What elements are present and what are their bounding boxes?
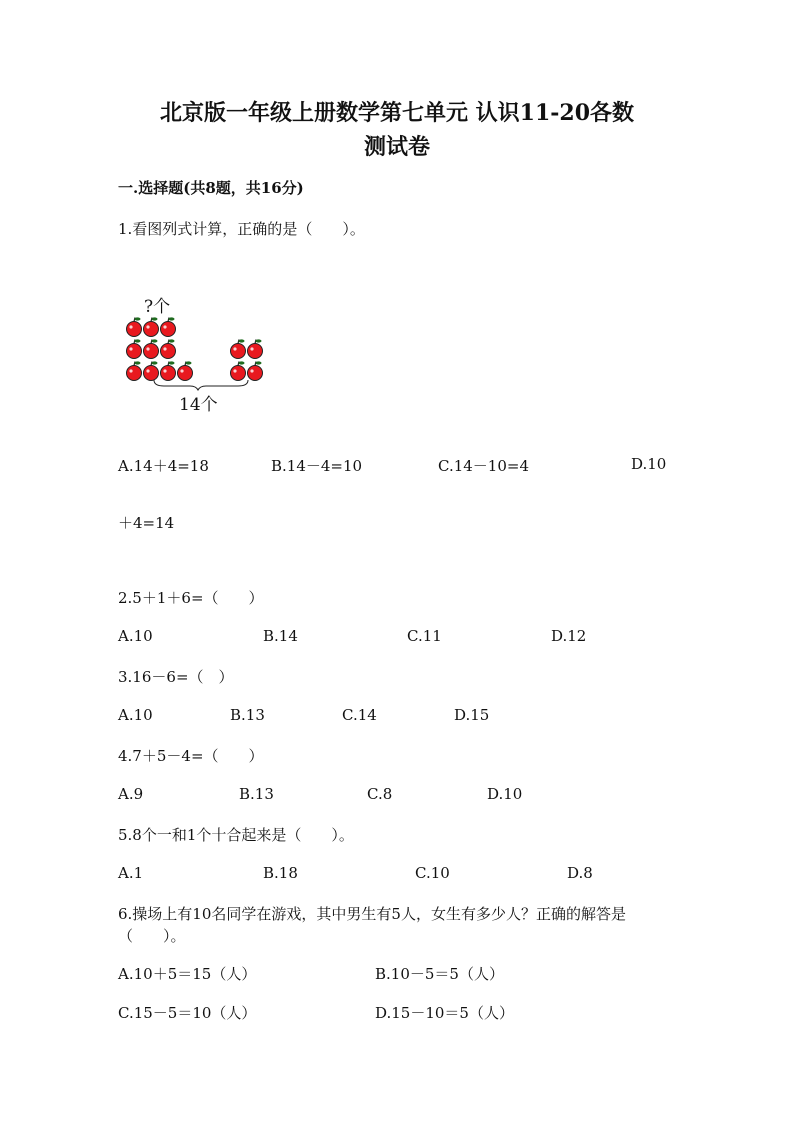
apple-icon xyxy=(144,339,159,358)
apple-icon xyxy=(144,317,159,336)
q2-option-c[interactable]: C.11 xyxy=(407,627,442,645)
q3-option-d[interactable]: D.15 xyxy=(454,706,490,724)
q5-option-c[interactable]: C.10 xyxy=(415,864,450,882)
q4-option-d[interactable]: D.10 xyxy=(487,785,523,803)
q1-option-a[interactable]: A.14＋4=18 xyxy=(118,457,209,475)
q6-option-b[interactable]: B.10－5＝5（人） xyxy=(375,965,504,983)
figure-total-label: 14个 xyxy=(179,395,218,415)
q2-option-a[interactable]: A.10 xyxy=(118,627,153,645)
apple-icon xyxy=(161,339,176,358)
q1-option-c[interactable]: C.14－10=4 xyxy=(438,457,529,475)
question-1-stem: 1.看图列式计算，正确的是（ ）。 xyxy=(118,220,365,238)
apple-icon xyxy=(127,361,142,380)
q5-option-d[interactable]: D.8 xyxy=(567,864,593,882)
question-5-stem: 5.8个一和1个十合起来是（ ）。 xyxy=(118,826,354,844)
apple-figure xyxy=(124,292,274,417)
apple-icon xyxy=(231,361,246,380)
apple-group xyxy=(127,317,263,380)
q4-option-b[interactable]: B.13 xyxy=(239,785,274,803)
q5-option-a[interactable]: A.1 xyxy=(118,864,144,882)
q3-option-a[interactable]: A.10 xyxy=(118,706,153,724)
apple-icon xyxy=(144,361,159,380)
apple-icon xyxy=(178,361,193,380)
q1-option-d-continued: ＋4=14 xyxy=(118,514,175,532)
q2-option-b[interactable]: B.14 xyxy=(263,627,298,645)
apple-icon xyxy=(161,317,176,336)
question-6-stem-continued: （ ）。 xyxy=(118,927,186,945)
question-2-stem: 2.5＋1＋6=（ ） xyxy=(118,589,264,607)
question-3-stem: 3.16－6=（ ） xyxy=(118,668,234,686)
apple-icon xyxy=(127,339,142,358)
q4-option-a[interactable]: A.9 xyxy=(118,785,144,803)
figure-question-label: ?个 xyxy=(144,297,171,317)
q4-option-c[interactable]: C.8 xyxy=(367,785,393,803)
apple-icon xyxy=(127,317,142,336)
page-title-line2: 测试卷 xyxy=(363,134,430,160)
apple-icon xyxy=(248,361,263,380)
q2-option-d[interactable]: D.12 xyxy=(551,627,587,645)
q6-option-c[interactable]: C.15－5＝10（人） xyxy=(118,1004,257,1022)
q6-option-d[interactable]: D.15－10＝5（人） xyxy=(375,1004,514,1022)
q6-option-a[interactable]: A.10＋5＝15（人） xyxy=(118,965,257,983)
page-title: 北京版一年级上册数学第七单元 认识11-20各数 xyxy=(159,100,635,126)
total-brace xyxy=(154,380,248,390)
q3-option-b[interactable]: B.13 xyxy=(230,706,265,724)
q1-option-d[interactable]: D.10 xyxy=(631,455,667,473)
q5-option-b[interactable]: B.18 xyxy=(263,864,298,882)
question-6-stem: 6.操场上有10名同学在游戏，其中男生有5人，女生有多少人？正确的解答是 xyxy=(118,905,626,923)
q1-option-b[interactable]: B.14－4=10 xyxy=(271,457,363,475)
section-heading: 一.选择题(共8题，共16分) xyxy=(118,179,304,197)
apple-icon xyxy=(231,339,246,358)
question-4-stem: 4.7＋5－4=（ ） xyxy=(118,747,264,765)
apple-diagram xyxy=(124,292,274,417)
q3-option-c[interactable]: C.14 xyxy=(342,706,377,724)
apple-icon xyxy=(248,339,263,358)
apple-icon xyxy=(161,361,176,380)
